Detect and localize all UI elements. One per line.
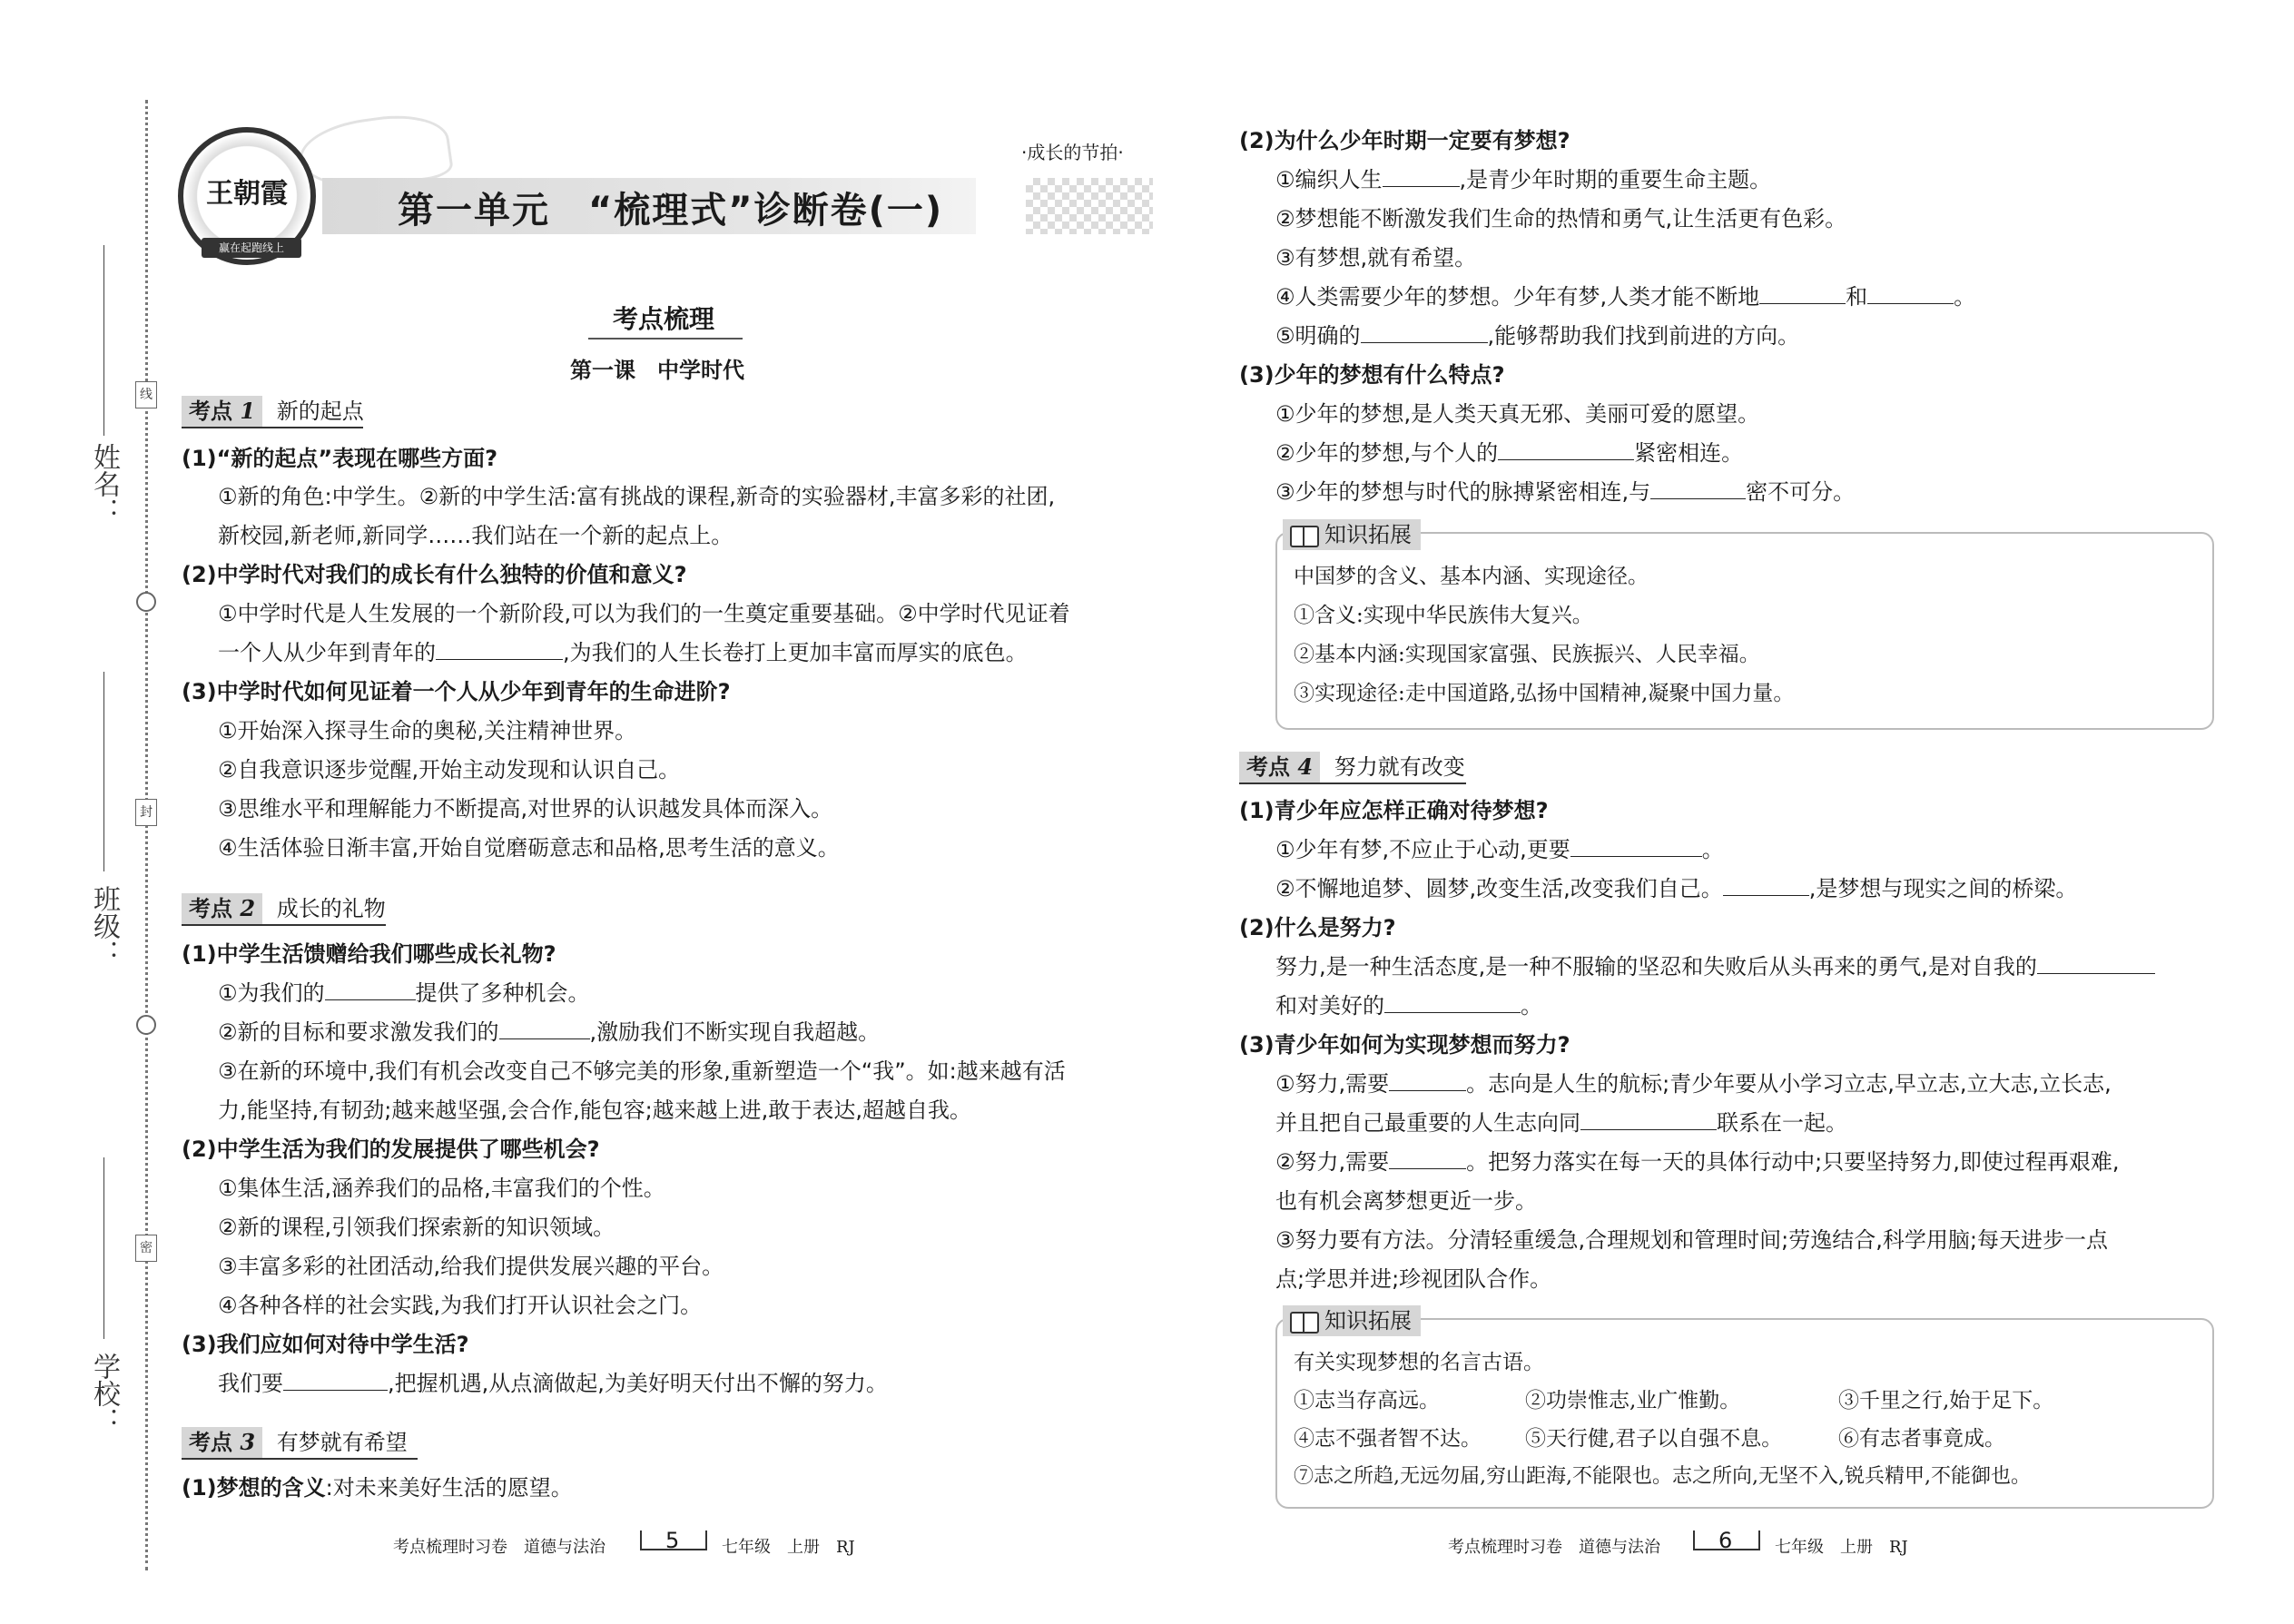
question: (1)青少年应怎样正确对待梦想? [1239,798,1549,823]
logo-text: 王朝霞 [206,178,288,210]
text-line: 也有机会离梦想更近一步。 [1275,1188,1537,1214]
fill-blank[interactable] [1650,478,1746,499]
section-underline [588,338,743,340]
text-line: ②梦想能不断激发我们生命的热情和勇气,让生活更有色彩。 [1275,206,1847,231]
question: (3)中学时代如何见证着一个人从少年到青年的生命进阶? [182,679,731,704]
book-icon [1290,1312,1319,1334]
school-label: 学校： [88,1353,120,1434]
text-line: ①为我们的 提供了多种机会。 [218,980,590,1006]
footer-right-text: 七年级 上册 RJ [1775,1538,1908,1557]
footer-left-text: 考点梳理时习卷 道德与法治 [1448,1538,1660,1557]
seal-char-xian: 线 [135,381,157,408]
cut-line [145,100,148,1570]
text-line: ④人类需要少年的梦想。少年有梦,人类才能不断地 和 。 [1275,284,1976,310]
text-line: ②努力,需要 。把努力落实在每一天的具体行动中;只要坚持努力,即使过程再艰难, [1275,1149,2120,1175]
fill-blank[interactable] [1389,1070,1466,1091]
text-line: ①开始深入探寻生命的奥秘,关注精神世界。 [218,718,637,743]
quote: ②功崇惟志,业广惟勤。 [1525,1389,1741,1412]
text-line: 一个人从少年到青年的 ,为我们的人生长卷打上更加丰富而厚实的底色。 [218,640,1028,665]
fill-blank[interactable] [1389,1148,1466,1169]
question: (2)中学时代对我们的成长有什么独特的价值和意义? [182,562,687,587]
kaodian-3-header: 考点 3 有梦就有希望 [182,1427,408,1458]
lesson-title: 第一课 中学时代 [570,358,744,383]
fill-blank[interactable] [283,1370,388,1391]
fill-blank[interactable] [1759,283,1846,304]
kaodian-underline [182,427,363,428]
kaodian-2-header: 考点 2 成长的礼物 [182,893,386,924]
class-label: 班级： [88,885,120,967]
seal-char-mi: 密 [135,1235,157,1262]
text-line: ①集体生活,涵养我们的品格,丰富我们的个性。 [218,1176,665,1201]
text-line: ②不懈地追梦、圆梦,改变生活,改变我们自己。 ,是梦想与现实之间的桥梁。 [1275,876,2078,901]
extension-line: ①含义:实现中华民族伟大复兴。 [1294,604,1593,627]
section-title: 考点梳理 [613,304,715,334]
extension-line: 中国梦的含义、基本内涵、实现途径。 [1294,565,1649,588]
name-field[interactable] [103,245,104,436]
footer-right-text: 七年级 上册 RJ [722,1538,855,1557]
extension-line: 有关实现梦想的名言古语。 [1294,1351,1544,1374]
text-line: ②自我意识逐步觉醒,开始主动发现和认识自己。 [218,757,681,782]
text-line: ③在新的环境中,我们有机会改变自己不够完美的形象,重新塑造一个“我”。如:越来越有活 [218,1058,1066,1084]
fill-blank[interactable] [1384,992,1521,1013]
seal-char-feng: 封 [135,799,157,826]
text-line: ③少年的梦想与时代的脉搏紧密相连,与 密不可分。 [1275,479,1856,505]
text-line: ③有梦想,就有希望。 [1275,245,1477,271]
text-line: (1)梦想的含义:对未来美好生活的愿望。 [182,1475,573,1501]
fill-blank[interactable] [499,1019,590,1039]
quote: ①志当存高远。 [1294,1389,1440,1412]
extension-line: ②基本内涵:实现国家富强、民族振兴、人民幸福。 [1294,643,1760,666]
question: (1)“新的起点”表现在哪些方面? [182,446,498,471]
fill-blank[interactable] [1867,283,1954,304]
kaodian-underline [182,1458,418,1460]
text-line: ①编织人生 ,是青少年时期的重要生命主题。 [1275,167,1772,192]
kaodian-1-header: 考点 1 新的起点 [182,396,364,427]
page-number: 6 [1718,1528,1733,1553]
header-tag: ·成长的节拍· [1021,142,1124,163]
text-line: ③思维水平和理解能力不断提高,对世界的认识越发具体而深入。 [218,796,833,822]
fill-blank[interactable] [325,979,416,1000]
text-line: ②新的目标和要求激发我们的 ,激励我们不断实现自我超越。 [218,1019,881,1045]
text-line: 和对美好的 。 [1275,993,1542,1019]
logo-badge: 赢在起跑线上 [202,238,301,258]
fill-blank[interactable] [436,639,563,660]
text-line: 点;学思并进;珍视团队合作。 [1275,1266,1552,1292]
fill-blank[interactable] [2037,953,2155,974]
text-line: ④生活体验日渐丰富,开始自觉磨砺意志和品格,思考生活的意义。 [218,835,840,861]
text-line: ④各种各样的社会实践,为我们打开认识社会之门。 [218,1293,703,1318]
fill-blank[interactable] [1723,875,1809,896]
kaodian-4-header: 考点 4 努力就有改变 [1239,752,1465,782]
knowledge-extension-tag: 知识拓展 [1283,519,1421,550]
text-line: ①中学时代是人生发展的一个新阶段,可以为我们的一生奠定重要基础。②中学时代见证着 [218,601,1070,626]
school-field[interactable] [103,1157,104,1339]
question: (1)中学生活馈赠给我们哪些成长礼物? [182,941,556,967]
kaodian-underline [182,924,386,926]
book-icon [1290,526,1319,547]
kaodian-2-title: 成长的礼物 [276,896,386,921]
checker-decoration [1026,178,1153,234]
fill-blank[interactable] [1570,836,1702,857]
question: (3)少年的梦想有什么特点? [1239,362,1505,388]
fill-blank[interactable] [1361,322,1488,343]
quote: ⑥有志者事竟成。 [1838,1427,2005,1451]
text-line: ③丰富多彩的社团活动,给我们提供发展兴趣的平台。 [218,1254,724,1279]
class-field[interactable] [103,672,104,871]
text-line: ①少年的梦想,是人类天真无邪、美丽可爱的愿望。 [1275,401,1760,427]
text-line: ⑤明确的 ,能够帮助我们找到前进的方向。 [1275,323,1800,349]
name-label: 姓名： [88,443,120,525]
kaodian-1-title: 新的起点 [276,399,364,424]
kaodian-4-title: 努力就有改变 [1334,754,1465,780]
text-line: 力,能坚持,有韧劲;越来越坚强,会合作,能包容;越来越上进,敢于表达,超越自我。 [218,1097,971,1123]
text-line: ②新的课程,引领我们探索新的知识领域。 [218,1215,615,1240]
text-line: ①努力,需要 。志向是人生的航标;青少年要从小学习立志,早立志,立大志,立长志, [1275,1071,2112,1097]
fill-blank[interactable] [1580,1109,1717,1130]
quote: ④志不强者智不达。 [1294,1427,1482,1451]
text-line: ①新的角色:中学生。②新的中学生活:富有挑战的课程,新奇的实验器材,丰富多彩的社团, [218,484,1056,509]
text-line: 努力,是一种生活态度,是一种不服输的坚忍和失败后从头再来的勇气,是对自我的 [1275,953,2155,980]
question: (3)青少年如何为实现梦想而努力? [1239,1032,1570,1058]
quote: ⑦志之所趋,无远勿届,穷山距海,不能限也。志之所向,无坚不入,锐兵精甲,不能御也。 [1294,1465,2031,1488]
text-line: ③努力要有方法。分清轻重缓急,合理规划和管理时间;劳逸结合,科学用脑;每天进步一点 [1275,1227,2108,1253]
question: (3)我们应如何对待中学生活? [182,1332,469,1357]
kaodian-underline [1239,782,1466,784]
question: (2)为什么少年时期一定要有梦想? [1239,128,1570,153]
fill-blank[interactable] [1383,166,1460,187]
knowledge-extension-tag: 知识拓展 [1283,1305,1421,1336]
fill-blank[interactable] [1498,439,1634,460]
quote: ③千里之行,始于足下。 [1838,1389,2054,1412]
text-line: 我们要 ,把握机遇,从点滴做起,为美好明天付出不懈的努力。 [218,1371,888,1396]
text-line: ①少年有梦,不应止于心动,更要 。 [1275,837,1724,862]
footer-left-text: 考点梳理时习卷 道德与法治 [393,1538,605,1557]
binding-hole [136,592,156,612]
text-line: ②少年的梦想,与个人的 紧密相连。 [1275,440,1744,466]
quote: ⑤天行健,君子以自强不息。 [1525,1427,1783,1451]
page-number: 5 [665,1528,680,1553]
question: (2)中学生活为我们的发展提供了哪些机会? [182,1137,600,1162]
kaodian-3-title: 有梦就有希望 [276,1430,408,1455]
binding-hole [136,1015,156,1035]
page-title: 第一单元 “梳理式”诊断卷(一) [398,190,944,231]
text-line: 新校园,新老师,新同学……我们站在一个新的起点上。 [218,523,733,548]
question: (2)什么是努力? [1239,915,1396,940]
extension-line: ③实现途径:走中国道路,弘扬中国精神,凝聚中国力量。 [1294,682,1795,705]
text-line: 并且把自己最重要的人生志向同 联系在一起。 [1275,1110,1847,1136]
